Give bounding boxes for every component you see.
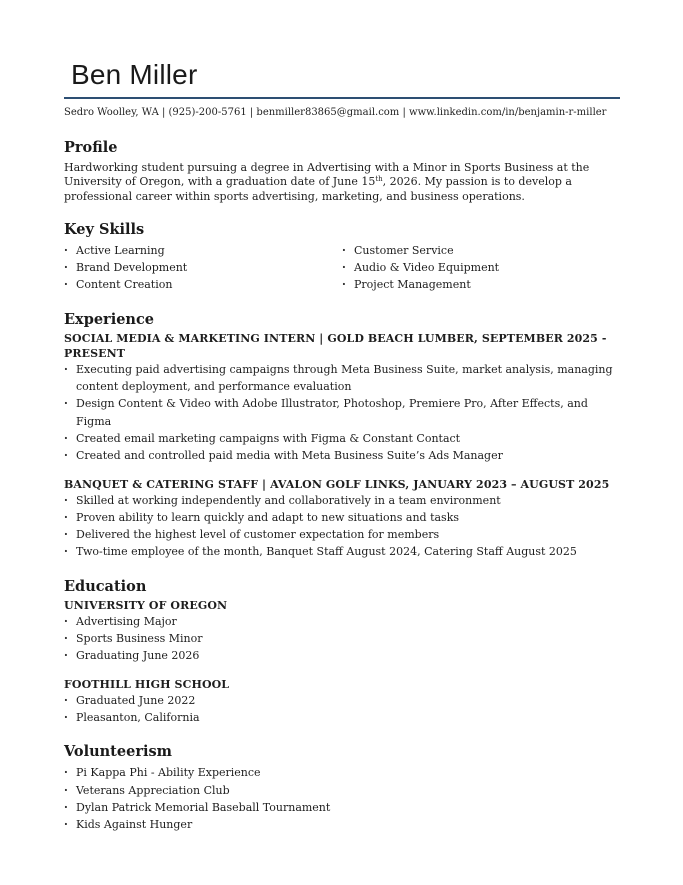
skills-right-column (342, 242, 620, 294)
skill-item: · Customer Service (342, 242, 620, 259)
skills-columns (64, 242, 620, 294)
job-bullet: · Skilled at working independently and collaboratively in a team environment (64, 492, 620, 509)
job-entry (64, 477, 620, 561)
job-bullet: · Two-time employee of the month, Banquet Staff August 2024, Catering Staff August 2025 (64, 543, 620, 560)
school-bullet: · Graduated June 2022 (64, 692, 620, 709)
profile-text (64, 161, 620, 204)
school-entry (64, 677, 620, 727)
experience-section (64, 311, 620, 561)
experience-heading: Experience (64, 310, 155, 328)
school-bullet: · Graduating June 2026 (64, 647, 620, 664)
job-title: SOCIAL MEDIA & MARKETING INTERN | GOLD BEACH LUMBER, SEPTEMBER 2025 - PRESENT (64, 331, 607, 360)
skill-item: · Brand Development (64, 259, 342, 276)
job-entry (64, 331, 620, 465)
education-heading: Education (64, 577, 147, 595)
profile-section (64, 139, 620, 204)
skills-left-column (64, 242, 342, 294)
volunteerism-heading: Volunteerism (64, 743, 172, 761)
candidate-name: Ben Miller (71, 59, 198, 90)
profile-text-end: , 2026. My passion is to develop a professional career within sports advertising, marketing, and business operations. (64, 175, 572, 203)
job-bullet: · Executing paid advertising campaigns through Meta Business Suite, market analysis, managing content deployment, and performance evaluation (64, 361, 620, 396)
header-divider (64, 97, 620, 99)
volunteerism-section (64, 743, 620, 833)
job-bullet: · Design Content & Video with Adobe Illustrator, Photoshop, Premiere Pro, After Effects, and Figma (64, 395, 620, 430)
skill-item: · Audio & Video Equipment (342, 259, 620, 276)
job-bullet: · Delivered the highest level of customer expectation for members (64, 526, 620, 543)
volunteer-item: · Pi Kappa Phi - Ability Experience (64, 764, 620, 781)
education-section (64, 578, 620, 726)
job-title: BANQUET & CATERING STAFF | AVALON GOLF LINKS, JANUARY 2023 – AUGUST 2025 (64, 477, 610, 491)
job-bullet: · Created email marketing campaigns with Figma & Constant Contact (64, 430, 620, 447)
job-bullets (64, 361, 620, 465)
skill-item: · Project Management (342, 276, 620, 293)
job-bullet: · Created and controlled paid media with Meta Business Suite’s Ads Manager (64, 447, 620, 464)
job-bullets (64, 492, 620, 561)
skill-item: · Content Creation (64, 276, 342, 293)
profile-text-ordinal: th (375, 175, 383, 184)
school-bullets (64, 692, 620, 727)
volunteer-item: · Dylan Patrick Memorial Baseball Tournament (64, 799, 620, 816)
school-bullet: · Advertising Major (64, 613, 620, 630)
skills-heading: Key Skills (64, 220, 145, 238)
volunteer-item: · Veterans Appreciation Club (64, 782, 620, 799)
volunteer-list (64, 764, 620, 833)
profile-text-start: Hardworking student pursuing a degree in Advertising with a Minor in Sports Business at the University of Oregon, with a graduation date of June 15 (64, 161, 590, 189)
profile-heading: Profile (64, 139, 118, 156)
school-entry (64, 598, 620, 665)
skills-section (64, 221, 620, 294)
school-name: FOOTHILL HIGH SCHOOL (64, 677, 230, 691)
school-name: UNIVERSITY OF OREGON (64, 598, 228, 612)
job-bullet: · Proven ability to learn quickly and adapt to new situations and tasks (64, 509, 620, 526)
volunteer-item: · Kids Against Hunger (64, 816, 620, 833)
school-bullet: · Pleasanton, California (64, 709, 620, 726)
skill-item: · Active Learning (64, 242, 342, 259)
school-bullet: · Sports Business Minor (64, 630, 620, 647)
school-bullets (64, 613, 620, 665)
contact-line: Sedro Woolley, WA | (925)-200-5761 | benmiller83865@gmail.com | www.linkedin.com/in/benjamin-r-miller (64, 107, 607, 118)
resume-page (64, 56, 620, 833)
